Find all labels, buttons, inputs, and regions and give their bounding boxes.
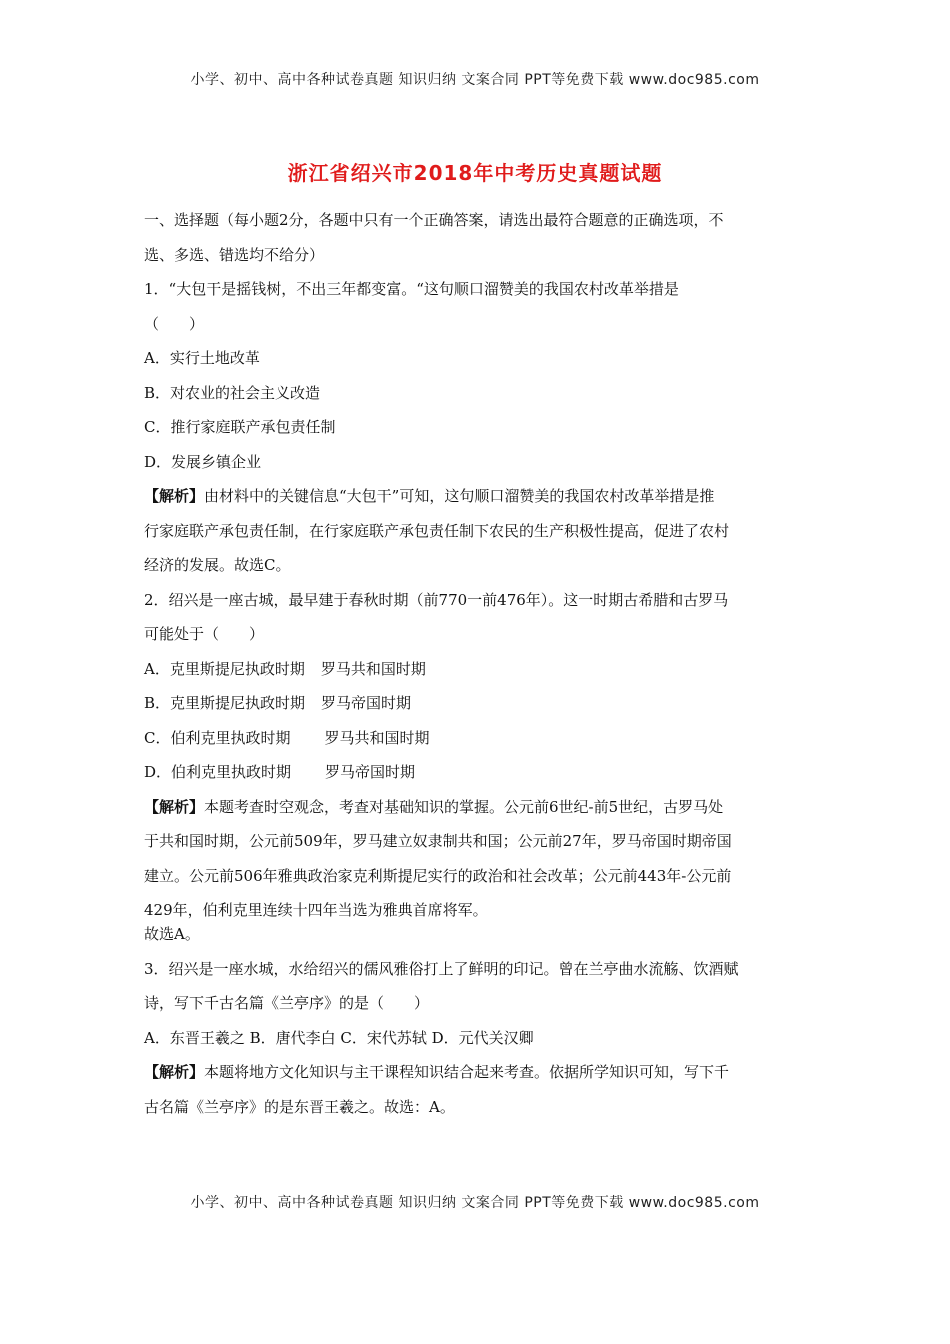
question-2-analysis: 于共和国时期，公元前509年，罗马建立奴隶制共和国；公元前27年，罗马帝国时期帝国 xyxy=(144,832,732,850)
option-part: D．伯利克里执政时期 xyxy=(144,763,292,781)
section-heading-line: 一、选择题（每小题2分，各题中只有一个正确答案，请选出最符合题意的正确选项，不 xyxy=(144,211,724,229)
question-1-option-b: B．对农业的社会主义改造 xyxy=(144,383,321,402)
option-part: B．克里斯提尼执政时期 xyxy=(144,694,306,712)
question-2-analysis: 429年，伯利克里连续十四年当选为雅典首席将军。 xyxy=(144,901,488,919)
question-3-stem: 3．绍兴是一座水城，水给绍兴的儒风雅俗打上了鲜明的印记。曾在兰亭曲水流觞、饮酒赋 xyxy=(144,959,739,978)
option-part: 罗马共和国时期 xyxy=(320,659,426,678)
page-header: 小学、初中、高中各种试卷真题 知识归纳 文案合同 PPT等免费下载 www.doc985.com xyxy=(190,72,760,88)
option-part: 罗马帝国时期 xyxy=(325,763,416,781)
question-1-analysis xyxy=(144,485,808,520)
option-part: C．伯利克里执政时期 xyxy=(144,728,291,747)
question-3-stem: 诗，写下千古名篇《兰亭序》的是（ ） xyxy=(144,994,430,1012)
question-2-option-a xyxy=(144,658,808,693)
analysis-label: 【解析】 xyxy=(144,797,205,816)
analysis-text: 本题将地方文化知识与主干课程知识结合起来考查。依据所学知识可知，写下千 xyxy=(204,1063,730,1081)
question-1-option-d: D．发展乡镇企业 xyxy=(144,452,262,471)
option-part: A．克里斯提尼执政时期 xyxy=(144,659,305,678)
question-1-stem: 1．“大包干是摇钱树，不出三年都变富。“这句顺口溜赞美的我国农村改革举措是 xyxy=(144,280,679,298)
question-2-analysis xyxy=(144,796,808,831)
document-body xyxy=(144,209,808,1130)
question-3-analysis xyxy=(144,1061,808,1096)
section-heading-line: 选、多选、错选均不给分） xyxy=(144,245,325,264)
question-2-answer: 故选A。 xyxy=(144,925,200,943)
question-2-stem: 2．绍兴是一座古城，最早建于春秋时期（前770一前476年）。这一时期古希腊和古罗马 xyxy=(144,590,729,609)
question-2-option-c xyxy=(144,727,808,762)
question-2-option-b xyxy=(144,692,808,727)
page-footer: 小学、初中、高中各种试卷真题 知识归纳 文案合同 PPT等免费下载 www.doc985.com xyxy=(190,1195,760,1211)
page-title: 浙江省绍兴市2018年中考历史真题试题 xyxy=(287,161,663,185)
option-part: 罗马帝国时期 xyxy=(321,694,412,712)
analysis-label: 【解析】 xyxy=(144,1063,205,1081)
analysis-label: 【解析】 xyxy=(144,487,205,505)
question-2-option-d xyxy=(144,761,808,796)
question-1-analysis: 行家庭联产承包责任制，在行家庭联产承包责任制下农民的生产积极性提高，促进了农村 xyxy=(144,521,730,540)
question-1-option-a: A．实行土地改革 xyxy=(144,349,260,367)
question-1-analysis: 经济的发展。故选C。 xyxy=(144,556,291,574)
question-2-analysis: 建立。公元前506年雅典政治家克利斯提尼实行的政治和社会改革；公元前443年-公元前 xyxy=(144,866,732,885)
question-1-stem: （ ） xyxy=(144,314,205,333)
question-1-option-c: C．推行家庭联产承包责任制 xyxy=(144,418,336,436)
analysis-text: 由材料中的关键信息“大包干”可知，这句顺口溜赞美的我国农村改革举措是推 xyxy=(204,487,715,505)
question-3-options: A．东晋王羲之 B．唐代李白 C．宋代苏轼 D．元代关汉卿 xyxy=(144,1028,534,1047)
question-2-stem: 可能处于（ ） xyxy=(144,625,265,643)
question-3-analysis: 古名篇《兰亭序》的是东晋王羲之。故选：A。 xyxy=(144,1097,455,1116)
analysis-text: 本题考查时空观念，考查对基础知识的掌握。公元前6世纪-前5世纪，古罗马处 xyxy=(204,797,724,816)
option-part: 罗马共和国时期 xyxy=(324,728,430,747)
